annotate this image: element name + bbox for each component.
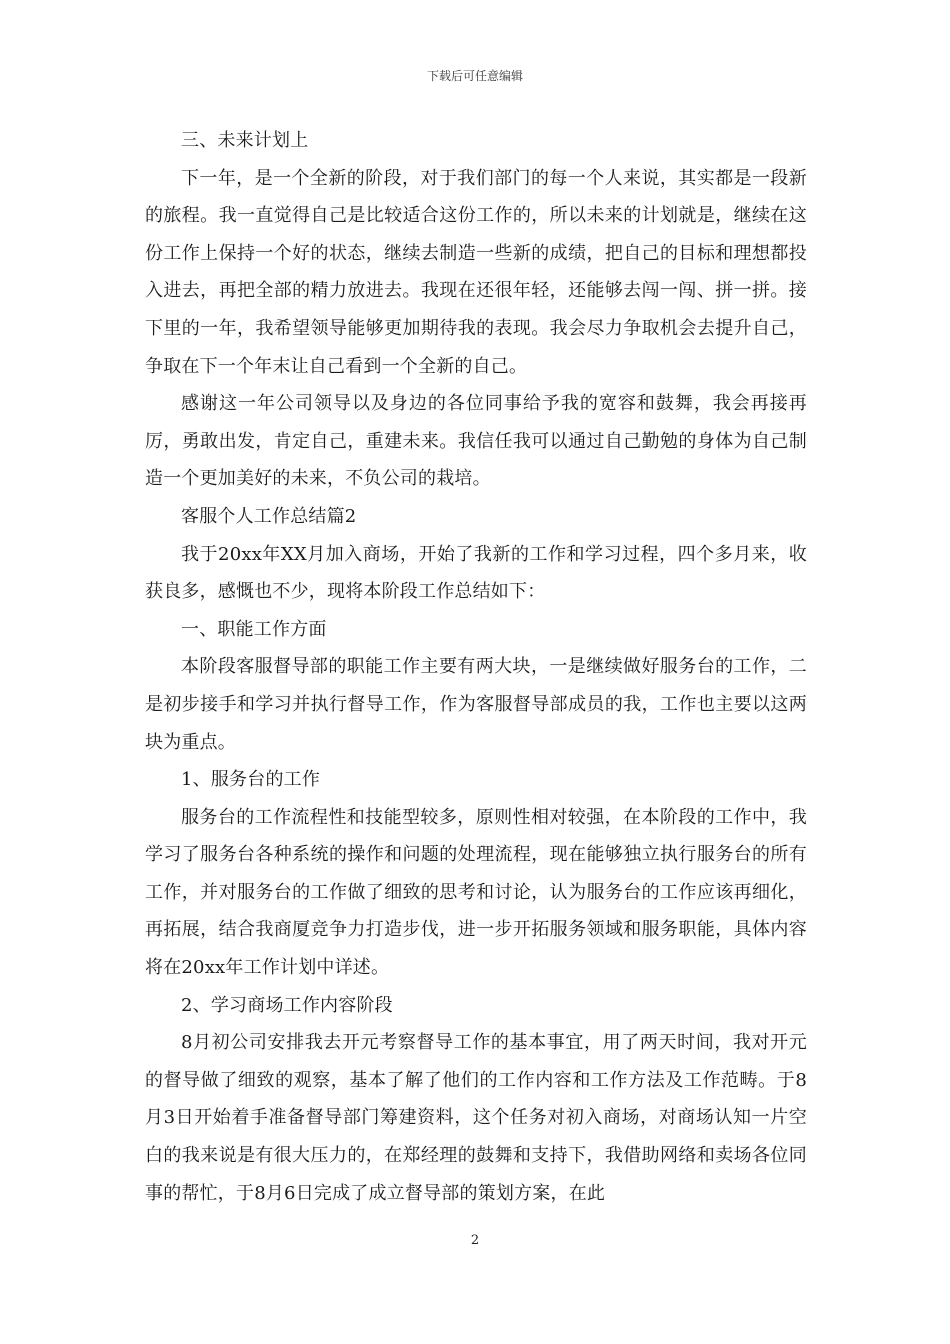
- subheading-service-desk: 1、服务台的工作: [181, 769, 321, 791]
- paragraph-future-plan: 下一年，是一个全新的阶段，对于我们部门的每一个人来说，其实都是一段新的旅程。我一直觉得自己是比较适合这份工作的，所以未来的计划就是，继续在这份工作上保持一个好的状态，继续去制造一些新的成绩，把自己的目标和理想都投入进去，再把全部的精力放进去。我现在还很年轻，还能够去闯一闯、拼一拼。接下里的一年，我希望领导能够更加期待我的表现。我会尽力争取机会去提升自己，争取在下一个年末让自己看到一个全新的自己。: [145, 167, 807, 377]
- paragraph-learning-stage: 8月初公司安排我去开元考察督导工作的基本事宜，用了两天时间，我对开元的督导做了细致的观察，基本了解了他们的工作内容和工作方法及工作范畴。于8月3日开始着手准备督导部门筹建资料，这个任务对初入商场，对商场认知一片空白的我来说是有很大压力的，在郑经理的鼓舞和支持下，我借助网络和卖场各位同事的帮忙，于8月6日完成了成立督导部的策划方案，在此: [145, 1032, 807, 1204]
- document-body: [145, 122, 807, 1212]
- page-number: 2: [470, 1233, 480, 1248]
- paragraph-service-desk: 服务台的工作流程性和技能型较多，原则性相对较强，在本阶段的工作中，我学习了服务台各种系统的操作和问题的处理流程，现在能够独立执行服务台的所有工作，并对服务台的工作做了细致的思考和讨论，认为服务台的工作应该再细化，再拓展，结合我商厦竞争力打造步伐，进一步开拓服务领域和服务职能，具体内容将在20xx年工作计划中详述。: [145, 806, 807, 979]
- subheading-learning-stage: 2、学习商场工作内容阶段: [181, 994, 393, 1016]
- page-header: 下载后可任意编辑: [426, 69, 523, 83]
- section-heading-functional-work: 一、职能工作方面: [181, 618, 327, 640]
- section-heading-future-plan: 三、未来计划上: [181, 130, 309, 151]
- paragraph-functional-work: 本阶段客服督导部的职能工作主要有两大块，一是继续做好服务台的工作，二是初步接手和学习并执行督导工作，作为客服督导部成员的我，工作也主要以这两块为重点。: [145, 656, 807, 753]
- paragraph-thanks: 感谢这一年公司领导以及身边的各位同事给予我的宽容和鼓舞，我会再接再厉，勇敢出发，肯定自己，重建未来。我信任我可以通过自己勤勉的身体为自己制造一个更加美好的未来，不负公司的栽培。: [145, 393, 807, 490]
- paragraph-intro: 我于20xx年XX月加入商场，开始了我新的工作和学习过程，四个多月来，收获良多，感慨也不少，现将本阶段工作总结如下：: [145, 543, 807, 603]
- article-title: 客服个人工作总结篇2: [181, 505, 357, 527]
